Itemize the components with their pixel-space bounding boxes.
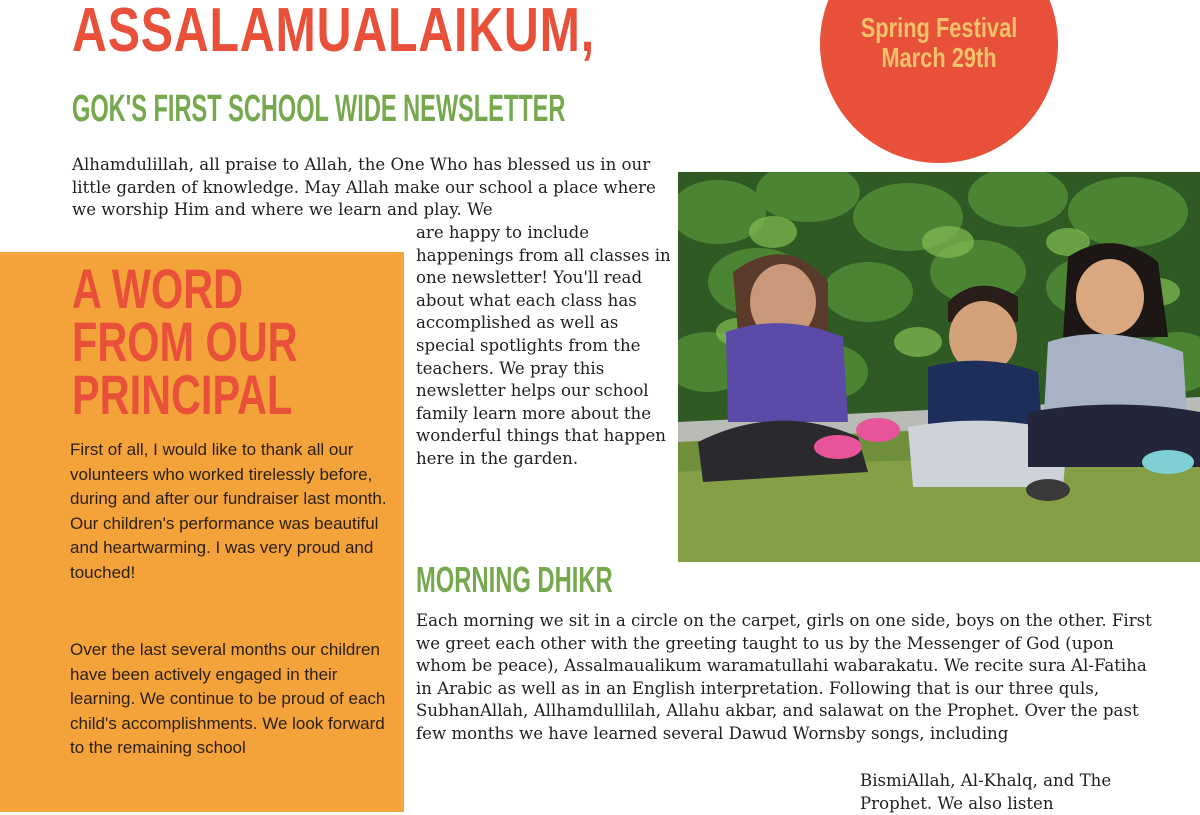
dhikr-heading: MORNING DHIKR <box>416 559 613 600</box>
principal-paragraph: Over the last several months our children have been actively engaged in their learning. We continue to be proud of each child's accomplishments. We look forward to the remaining school <box>70 640 386 757</box>
newsletter-subtitle: GOK'S FIRST SCHOOL WIDE NEWSLETTER <box>72 88 566 130</box>
festival-title: Spring Festival <box>860 12 1018 43</box>
principal-paragraph: First of all, I would like to thank all our volunteers who worked tirelessly before, during and after our fundraiser last month. Our children's performance was beautiful and heartwarming. I was very proud and touched! <box>70 440 387 582</box>
principal-heading-line: FROM OUR <box>72 310 298 373</box>
principal-panel <box>0 252 404 812</box>
festival-text <box>846 13 1032 73</box>
principal-heading <box>72 257 298 426</box>
newsletter-headline: ASSALAMUALAIKUM, <box>72 0 595 65</box>
children-photo <box>678 172 1200 562</box>
dhikr-paragraph: Each morning we sit in a circle on the carpet, girls on one side, boys on the other. First we greet each other with the greeting taught to us by the Messenger of God (upon whom be peace), Assalmaualikum waramatullahi wabarakatu. We recite sura Al-Fatiha in Arabic as well as in an English interpretation. Following that is our three quls, SubhanAllah, Allhamdullilah, Allahu akbar, and salawat on the Prophet. Over the past few months we have learned several Dawud Wornsby songs, including <box>416 611 1152 743</box>
intro-paragraph: Alhamdulillah, all praise to Allah, the One Who has blessed us in our little garden of knowledge. May Allah make our school a place where we worship Him and where we learn and play. We <box>72 155 656 220</box>
festival-badge <box>820 0 1058 163</box>
intro-paragraph-continued: are happy to include happenings from all classes in one newsletter! You'll read about what each class has accomplished as well as special spotlights from the teachers. We pray this newsletter helps our school family learn more about the wonderful things that happen here in the garden. <box>416 223 671 468</box>
dhikr-paragraph-continued: BismiAllah, Al-Khalq, and The Prophet. We also listen <box>860 771 1112 813</box>
principal-heading-line: PRINCIPAL <box>72 363 293 426</box>
festival-date: March 29th <box>881 42 997 73</box>
principal-heading-line: A WORD <box>72 257 244 320</box>
